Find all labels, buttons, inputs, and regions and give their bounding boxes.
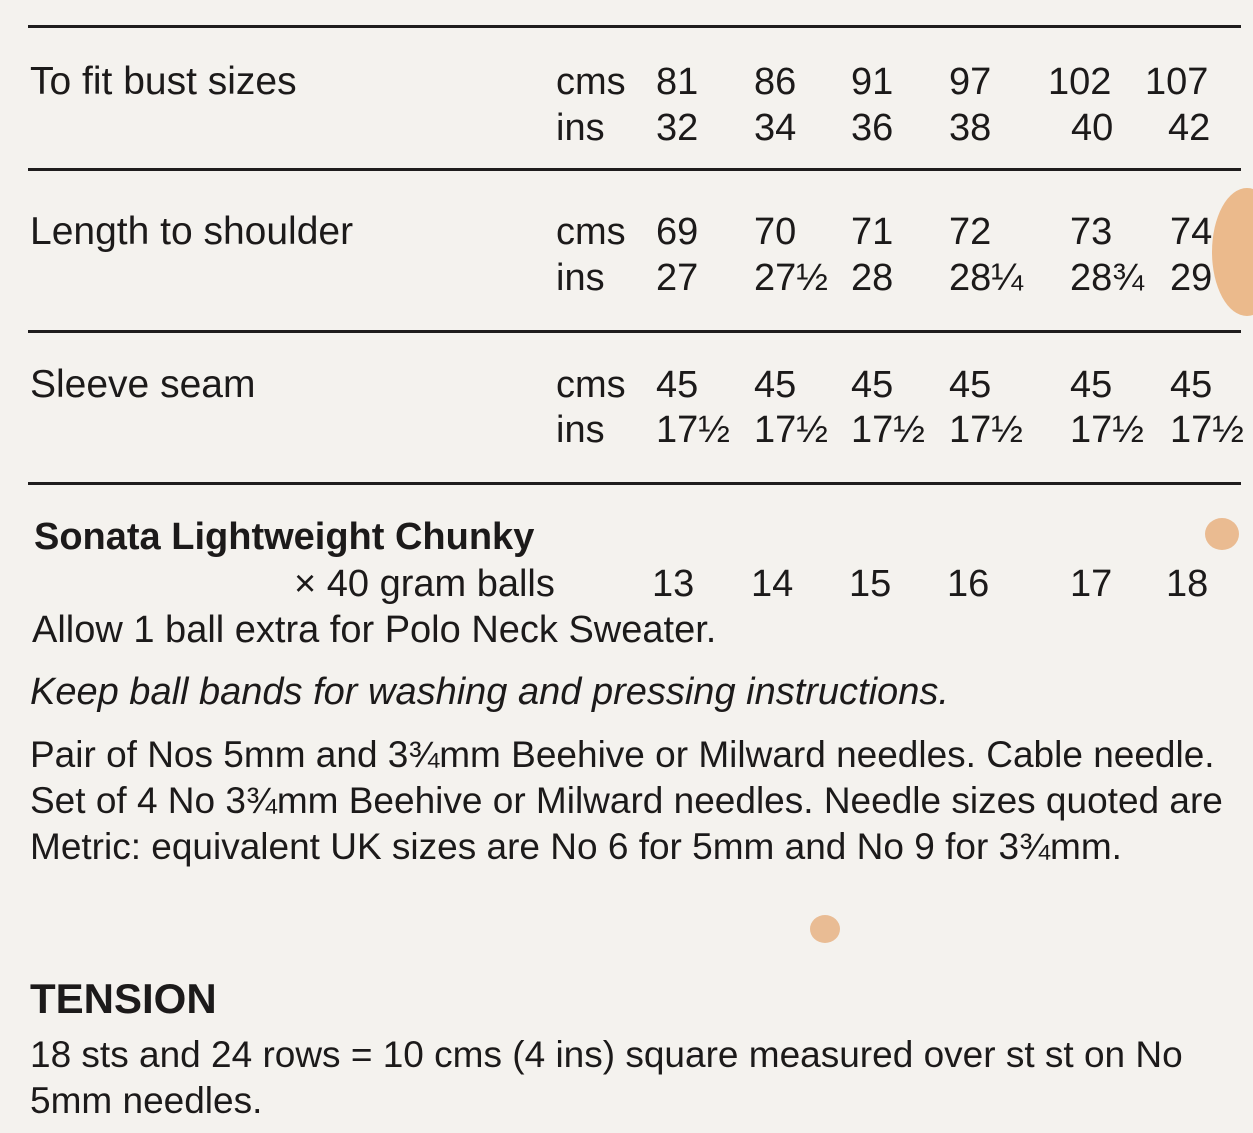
unit-cms: cms [556, 364, 626, 406]
sleeve-cms-1: 45 [656, 364, 699, 406]
length-ins-6: 29 [1170, 257, 1213, 299]
bust-cms-5: 102 [1048, 61, 1112, 103]
length-cms-2: 70 [754, 211, 797, 253]
rule-3 [28, 482, 1241, 485]
tension-heading: TENSION [30, 975, 217, 1022]
length-cms-5: 73 [1070, 211, 1113, 253]
bust-ins-2: 34 [754, 107, 797, 149]
bust-ins-5: 40 [1071, 107, 1114, 149]
length-cms-6: 74 [1170, 211, 1213, 253]
extra-ball-note: Allow 1 ball extra for Polo Neck Sweater. [32, 609, 717, 651]
bust-cms-1: 81 [656, 61, 699, 103]
stain-dot [810, 915, 840, 943]
length-ins-1: 27 [656, 257, 699, 299]
ball-band-note: Keep ball bands for washing and pressing instructions. [30, 671, 949, 713]
rule-top [28, 25, 1241, 28]
sleeve-ins-3: 17½ [851, 409, 925, 451]
sleeve-ins-6: 17½ [1170, 409, 1244, 451]
sleeve-cms-6: 45 [1170, 364, 1213, 406]
row-label-length: Length to shoulder [30, 210, 354, 253]
sleeve-cms-5: 45 [1070, 364, 1113, 406]
balls-label: × 40 gram balls [294, 563, 555, 605]
sleeve-ins-2: 17½ [754, 409, 828, 451]
balls-4: 16 [947, 563, 990, 605]
bust-cms-3: 91 [851, 61, 894, 103]
sleeve-cms-3: 45 [851, 364, 894, 406]
bust-cms-2: 86 [754, 61, 797, 103]
length-cms-1: 69 [656, 211, 699, 253]
bust-cms-4: 97 [949, 61, 992, 103]
stain-small [1205, 518, 1239, 550]
balls-3: 15 [849, 563, 892, 605]
needles-paragraph: Pair of Nos 5mm and 3¾mm Beehive or Milward needles. Cable needle. Set of 4 No 3¾mm Beehive or Milward needles. Needle sizes quoted are Metric: equivalent UK sizes are No 6 for 5mm and No 9 for 3¾mm. [30, 734, 1223, 867]
sleeve-ins-5: 17½ [1070, 409, 1144, 451]
unit-cms: cms [556, 61, 626, 103]
unit-cms: cms [556, 211, 626, 253]
row-label-sleeve: Sleeve seam [30, 363, 256, 406]
balls-6: 18 [1166, 563, 1209, 605]
tension-text: 18 sts and 24 rows = 10 cms (4 ins) square measured over st st on No 5mm needles. [30, 1034, 1183, 1121]
bust-ins-6: 42 [1168, 107, 1211, 149]
bust-cms-6: 107 [1145, 61, 1209, 103]
length-cms-3: 71 [851, 211, 894, 253]
sleeve-ins-4: 17½ [949, 409, 1023, 451]
unit-ins: ins [556, 409, 605, 451]
length-ins-4: 28¼ [949, 257, 1023, 299]
row-label-bust: To fit bust sizes [30, 60, 297, 103]
bust-ins-1: 32 [656, 107, 699, 149]
balls-2: 14 [751, 563, 794, 605]
length-ins-3: 28 [851, 257, 894, 299]
balls-1: 13 [652, 563, 695, 605]
bust-ins-3: 36 [851, 107, 894, 149]
bust-ins-4: 38 [949, 107, 992, 149]
unit-ins: ins [556, 257, 605, 299]
length-cms-4: 72 [949, 211, 992, 253]
yarn-name: Sonata Lightweight Chunky [34, 516, 535, 558]
length-ins-5: 28¾ [1070, 257, 1144, 299]
balls-5: 17 [1070, 563, 1113, 605]
unit-ins: ins [556, 107, 605, 149]
sleeve-ins-1: 17½ [656, 409, 730, 451]
sleeve-cms-4: 45 [949, 364, 992, 406]
rule-2 [28, 330, 1241, 333]
rule-1 [28, 168, 1241, 171]
length-ins-2: 27½ [754, 257, 828, 299]
sleeve-cms-2: 45 [754, 364, 797, 406]
